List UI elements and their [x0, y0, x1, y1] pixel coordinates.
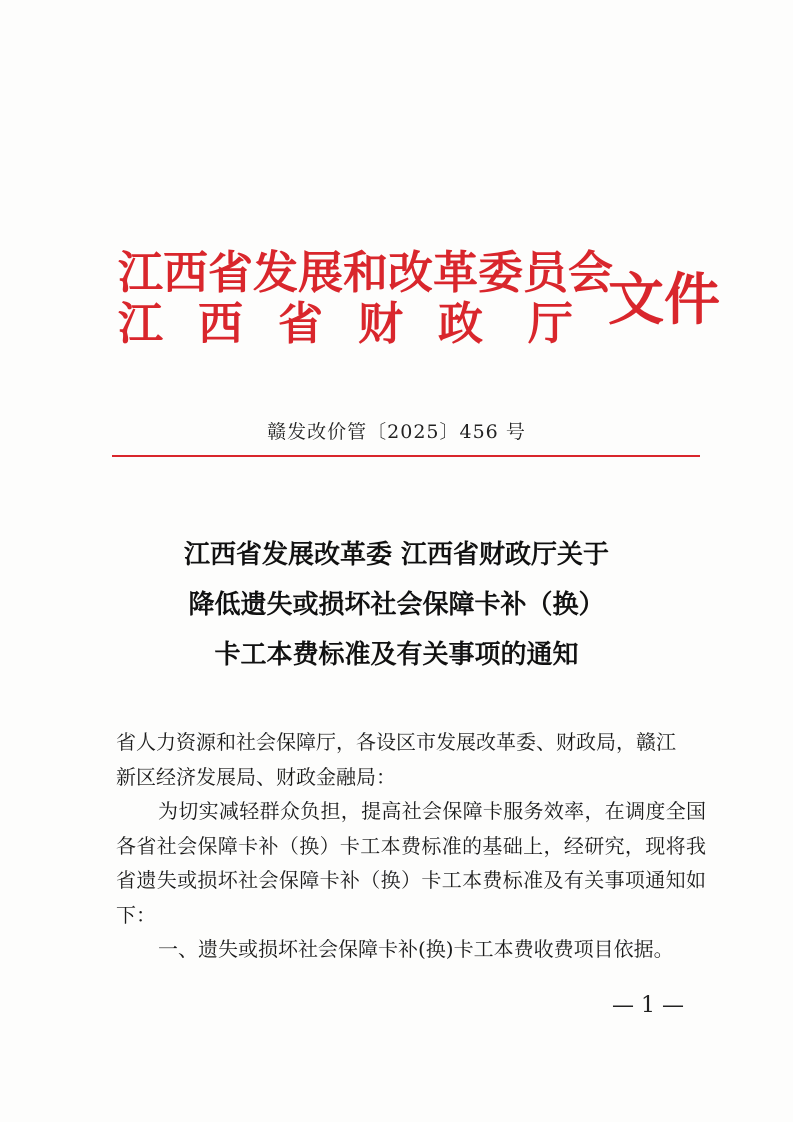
issuer-name-2-char: 厅	[528, 297, 574, 350]
document-body	[116, 725, 706, 967]
red-divider-line	[112, 455, 700, 457]
issuer-name-2-char: 西	[198, 297, 244, 350]
title-line: 江西省发展改革委 江西省财政厅关于	[183, 540, 610, 570]
title-line: 降低遗失或损坏社会保障卡补（换）	[188, 590, 605, 620]
issuer-name-2-char: 省	[278, 297, 324, 350]
issuer-name-2-char: 财	[358, 297, 404, 350]
intro-paragraph: 为切实减轻群众负担，提高社会保障卡服务效率，在调度全国各省社会保障卡补（换）卡工本费标准的基础上，经研究，现将我省遗失或损坏社会保障卡补（换）卡工本费标准及有关事项通知如下：	[116, 799, 706, 927]
page-number: — 1 —	[612, 993, 684, 1018]
section-heading-1: 一、遗失或损坏社会保障卡补(换)卡工本费收费项目依据。	[158, 937, 674, 961]
recipients-line: 省人力资源和社会保障厅，各设区市发展改革委、财政局，赣江	[116, 730, 676, 754]
issuer-name-2	[118, 297, 574, 350]
document-number: 赣发改价管〔2025〕456 号	[267, 421, 526, 443]
document-type-label: 文件	[608, 267, 720, 333]
title-line: 卡工本费标准及有关事项的通知	[214, 640, 579, 670]
issuer-name-1: 江西省发展和改革委员会	[118, 246, 614, 299]
issuer-name-2-char: 政	[438, 297, 484, 350]
recipients-line: 新区经济发展局、财政金融局：	[116, 764, 396, 789]
recipients-paragraph	[116, 725, 706, 794]
document-title	[0, 530, 793, 680]
issuer-name-2-char: 江	[118, 297, 164, 350]
document-header	[118, 246, 720, 350]
